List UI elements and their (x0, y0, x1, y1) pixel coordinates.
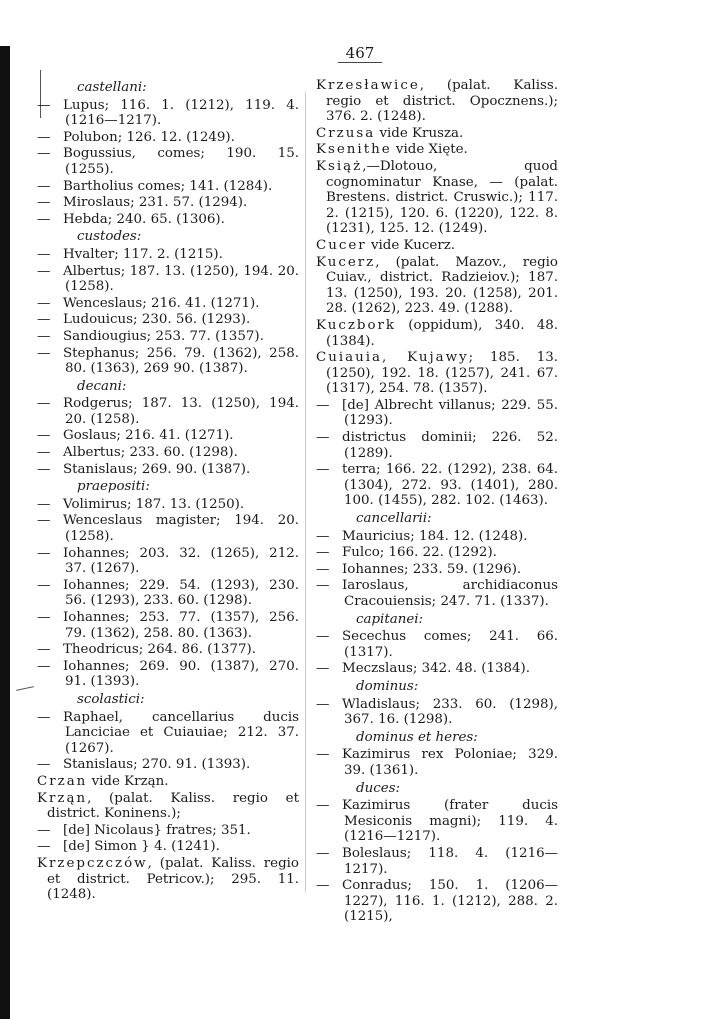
entry-text: Meczslaus; 342. 48. (1384). (342, 661, 530, 677)
section-heading: decani: (77, 378, 127, 394)
entry-dash: — (37, 312, 51, 328)
entry-text: Iohannes; 203. 32. (1265), 212. 37. (1267). (63, 545, 299, 577)
entry-dash: — (316, 397, 330, 413)
entry-dash: — (37, 146, 51, 162)
entry-text: Volimirus; 187. 13. (1250). (63, 496, 245, 512)
index-entry (37, 329, 299, 345)
entry-text: Stanislaus; 270. 91. (1393). (63, 757, 251, 773)
index-entry (37, 513, 299, 544)
entry-text: [de] Simon } 4. (1241). (63, 839, 220, 855)
entry-dash: — (37, 822, 51, 838)
entry-dash: — (37, 577, 51, 593)
entry-text: Mauricius; 184. 12. (1248). (342, 528, 528, 544)
entry-dash: — (37, 545, 51, 561)
index-entry (316, 629, 558, 660)
entry-dash: — (37, 195, 51, 211)
index-entry (316, 462, 558, 509)
place-entry (316, 142, 558, 158)
index-entry (37, 312, 299, 328)
entry-dash: — (316, 661, 330, 677)
entry-text: Kazimirus (frater ducis Mesiconis magni); 119. 4. (1216—1217). (342, 798, 558, 845)
entry-text: vide Krząn. (87, 773, 169, 789)
entry-text: Hvalter; 117. 2. (1215). (63, 246, 223, 262)
entry-text: districtus dominii; 226. 52. (1289). (342, 430, 558, 461)
entry-text: Stephanus; 256. 79. (1362), 258. 80. (1363), 269 90. (1387). (63, 345, 299, 377)
entry-dash: — (37, 295, 51, 311)
entry-dash: — (316, 747, 330, 763)
entry-dash: — (37, 610, 51, 625)
entry-text: Miroslaus; 231. 57. (1294). (63, 195, 248, 211)
index-entry (37, 642, 299, 658)
index-entry (37, 179, 299, 195)
entry-text: Raphael, cancellarius ducis Lanciciae et Cuiauiae; 212. 37. (1267). (63, 709, 299, 756)
entry-dash: — (316, 878, 330, 894)
place-entry (316, 126, 558, 142)
index-entry (37, 428, 299, 444)
index-entry (316, 398, 558, 429)
place-name: Krzepczczów (37, 855, 148, 871)
entry-text: vide Kucerz. (366, 237, 456, 253)
entry-text: terra; 166. 22. (1292), 238. 64. (1304), 272. 93. (1401), 280. 100. (1455), 282. 102. (1463). (342, 462, 558, 509)
entry-dash: — (37, 178, 51, 194)
entry-text: Rodgerus; 187. 13. (1250), 194. 20. (1258). (63, 396, 299, 427)
entry-dash: — (37, 658, 51, 674)
entry-dash: — (37, 445, 51, 461)
index-entry (37, 264, 299, 295)
entry-text: Ludouicus; 230. 56. (1293). (63, 312, 251, 328)
index-entry (37, 578, 299, 609)
entry-dash: — (37, 129, 51, 145)
place-entry (316, 318, 558, 349)
entry-text: vide Xięte. (391, 142, 468, 158)
entry-dash: — (37, 428, 51, 444)
entry-text: Bogussius, comes; 190. 15. (1255). (63, 146, 299, 177)
entry-text: Wenceslaus; 216. 41. (1271). (63, 295, 260, 311)
index-entry (37, 296, 299, 312)
entry-dash: — (37, 496, 51, 512)
entry-text: , (palat. Kaliss. regio et district. Koninens.); (47, 790, 299, 822)
entry-dash: — (37, 211, 51, 227)
index-entry (316, 798, 558, 845)
entry-dash: — (316, 561, 330, 577)
section-heading: scolastici: (77, 691, 145, 707)
place-name: Krząn (37, 790, 88, 806)
entry-text: Wenceslaus magister; 194. 20. (1258). (63, 513, 299, 545)
index-entry (37, 130, 299, 146)
entry-dash: — (316, 462, 330, 478)
index-entry (316, 562, 558, 578)
entry-text: , (palat. Kaliss. regio et district. Opocznens.); 376. 2. (1248). (326, 78, 558, 125)
index-entry (316, 529, 558, 545)
entry-dash: — (316, 696, 330, 712)
entry-dash: — (316, 528, 330, 544)
index-entry (37, 195, 299, 211)
entry-text: Bartholius comes; 141. (1284). (63, 178, 273, 194)
index-entry (37, 445, 299, 461)
place-name: Ksenithe (316, 142, 392, 158)
index-entry (37, 98, 299, 129)
entry-dash: — (37, 513, 51, 529)
index-entry (37, 146, 299, 177)
index-entry (37, 247, 299, 263)
index-entry (316, 878, 558, 925)
index-entry (316, 578, 558, 609)
entry-dash: — (37, 839, 51, 855)
entry-text: Albertus; 187. 13. (1250), 194. 20. (1258). (63, 263, 299, 295)
entry-dash: — (37, 263, 51, 279)
place-name: Kucerz (316, 254, 376, 270)
entry-text: Goslaus; 216. 41. (1271). (63, 428, 234, 444)
section-heading: cancellarii: (356, 511, 432, 527)
section-heading: custodes: (77, 229, 142, 245)
entry-text: Albertus; 233. 60. (1298). (63, 445, 238, 461)
index-entry (37, 212, 299, 228)
column-divider (305, 92, 306, 892)
margin-pencil-mark (16, 686, 34, 691)
index-entry (316, 697, 558, 728)
place-name: Cucer (316, 237, 367, 253)
section-heading: capitanei: (356, 611, 424, 627)
entry-text: ; 185. 13. (1250), 192. 18. (1257), 241. 67. (1317), 254. 78. (1357). (326, 350, 558, 397)
entry-dash: — (37, 709, 51, 725)
place-name: Krzesławice (316, 78, 420, 93)
place-entry (316, 78, 558, 125)
section-heading: castellani: (77, 80, 147, 95)
entry-text: Stanislaus; 269. 90. (1387). (63, 461, 251, 477)
entry-text: Iohannes; 269. 90. (1387), 270. 91. (1393). (63, 658, 299, 690)
index-entry (37, 546, 299, 577)
index-entry (37, 659, 299, 690)
entry-dash: — (37, 396, 51, 412)
entry-text: Iohannes; 253. 77. (1357), 256. 79. (1362), 258. 80. (1363). (63, 610, 299, 641)
place-entry (316, 238, 558, 254)
entry-dash: — (37, 461, 51, 477)
index-entry (316, 545, 558, 561)
place-name: Kuczbork (316, 317, 397, 333)
index-entry (37, 346, 299, 377)
place-entry (37, 791, 299, 822)
place-entry (37, 856, 299, 903)
entry-text: Hebda; 240. 65. (1306). (63, 211, 225, 227)
index-entry (37, 462, 299, 478)
entry-text: Polubon; 126. 12. (1249). (63, 129, 235, 145)
entry-dash: — (37, 345, 51, 361)
place-entry (316, 255, 558, 317)
entry-text: , (palat. Mazov., regio Cuiav., district. Radzieiov.); 187. 13. (1250), 193. 20. (1258), 201. 28. (1262), 223. 49. (1288). (326, 254, 558, 317)
index-entry (37, 710, 299, 757)
entry-text: Conradus; 150. 1. (1206—1227), 116. 1. (1212), 288. 2. (1215), (342, 878, 558, 925)
entry-text: (oppidum), 340. 48. (1384). (326, 317, 558, 349)
index-entry (316, 661, 558, 677)
page-number: 467 (0, 44, 720, 62)
entry-text: Iohannes; 229. 54. (1293), 230. 56. (1293), 233. 60. (1298). (63, 577, 299, 609)
entry-text: Fulco; 166. 22. (1292). (342, 545, 497, 561)
entry-text: ,—Dlotouo, quod cognominatur Knase, — (palat. Brestens. district. Cruswic.); 117. 2. (1215), 120. 6. (1220), 122. 8. (1231), 125. 12. (1249). (326, 158, 558, 237)
place-name: Crzan (37, 773, 88, 789)
entry-dash: — (37, 246, 51, 262)
entry-dash: — (316, 798, 330, 814)
entry-dash: — (37, 757, 51, 773)
section-heading: praepositi: (77, 479, 150, 495)
index-entry (37, 757, 299, 773)
place-entry (316, 350, 558, 397)
entry-dash: — (316, 430, 330, 446)
entry-text: Kazimirus rex Poloniae; 329. 39. (1361). (342, 747, 558, 778)
entry-text: vide Krusza. (375, 125, 464, 141)
entry-dash: — (316, 629, 330, 645)
entry-dash: — (316, 545, 330, 561)
entry-text: Iaroslaus, archidiaconus Cracouiensis; 247. 71. (1337). (342, 578, 558, 609)
entry-dash: — (37, 642, 51, 658)
right-column (316, 78, 558, 926)
section-heading: dominus: (356, 678, 419, 694)
entry-text: Sandiougius; 253. 77. (1357). (63, 328, 264, 344)
place-entry (316, 159, 558, 237)
entry-text: Secechus comes; 241. 66. (1317). (342, 629, 558, 660)
entry-text: Lupus; 116. 1. (1212), 119. 4. (1216—1217). (63, 97, 299, 129)
index-entry (37, 497, 299, 513)
index-entry (316, 747, 558, 778)
entry-text: Theodricus; 264. 86. (1377). (63, 642, 256, 658)
entry-dash: — (316, 578, 330, 594)
entry-text: [de] Albrecht villanus; 229. 55. (1293). (342, 397, 558, 429)
entry-dash: — (37, 97, 51, 113)
place-name: Crzusa (316, 125, 376, 141)
book-binding-edge (0, 46, 10, 1019)
entry-dash: — (316, 845, 330, 861)
index-entry (316, 430, 558, 461)
index-entry (316, 846, 558, 877)
entry-text: Iohannes; 233. 59. (1296). (342, 561, 522, 577)
entry-text: Wladislaus; 233. 60. (1298), 367. 16. (1298). (342, 696, 558, 728)
entry-text: [de] Nicolaus} fratres; 351. (63, 822, 251, 838)
entry-text: , (palat. Kaliss. regio et district. Petricov.); 295. 11. (1248). (47, 855, 299, 903)
place-name: Książ (316, 158, 363, 174)
index-entry (37, 396, 299, 427)
section-heading: duces: (356, 780, 401, 796)
left-column (37, 78, 299, 904)
entry-dash: — (37, 328, 51, 344)
entry-text: Boleslaus; 118. 4. (1216—1217). (342, 845, 558, 877)
place-entry (37, 774, 299, 790)
section-heading: dominus et heres: (356, 729, 478, 745)
index-entry (37, 823, 299, 839)
place-name: Cuiauia, Kujawy (316, 350, 469, 366)
index-entry (37, 839, 299, 855)
index-entry (37, 610, 299, 641)
